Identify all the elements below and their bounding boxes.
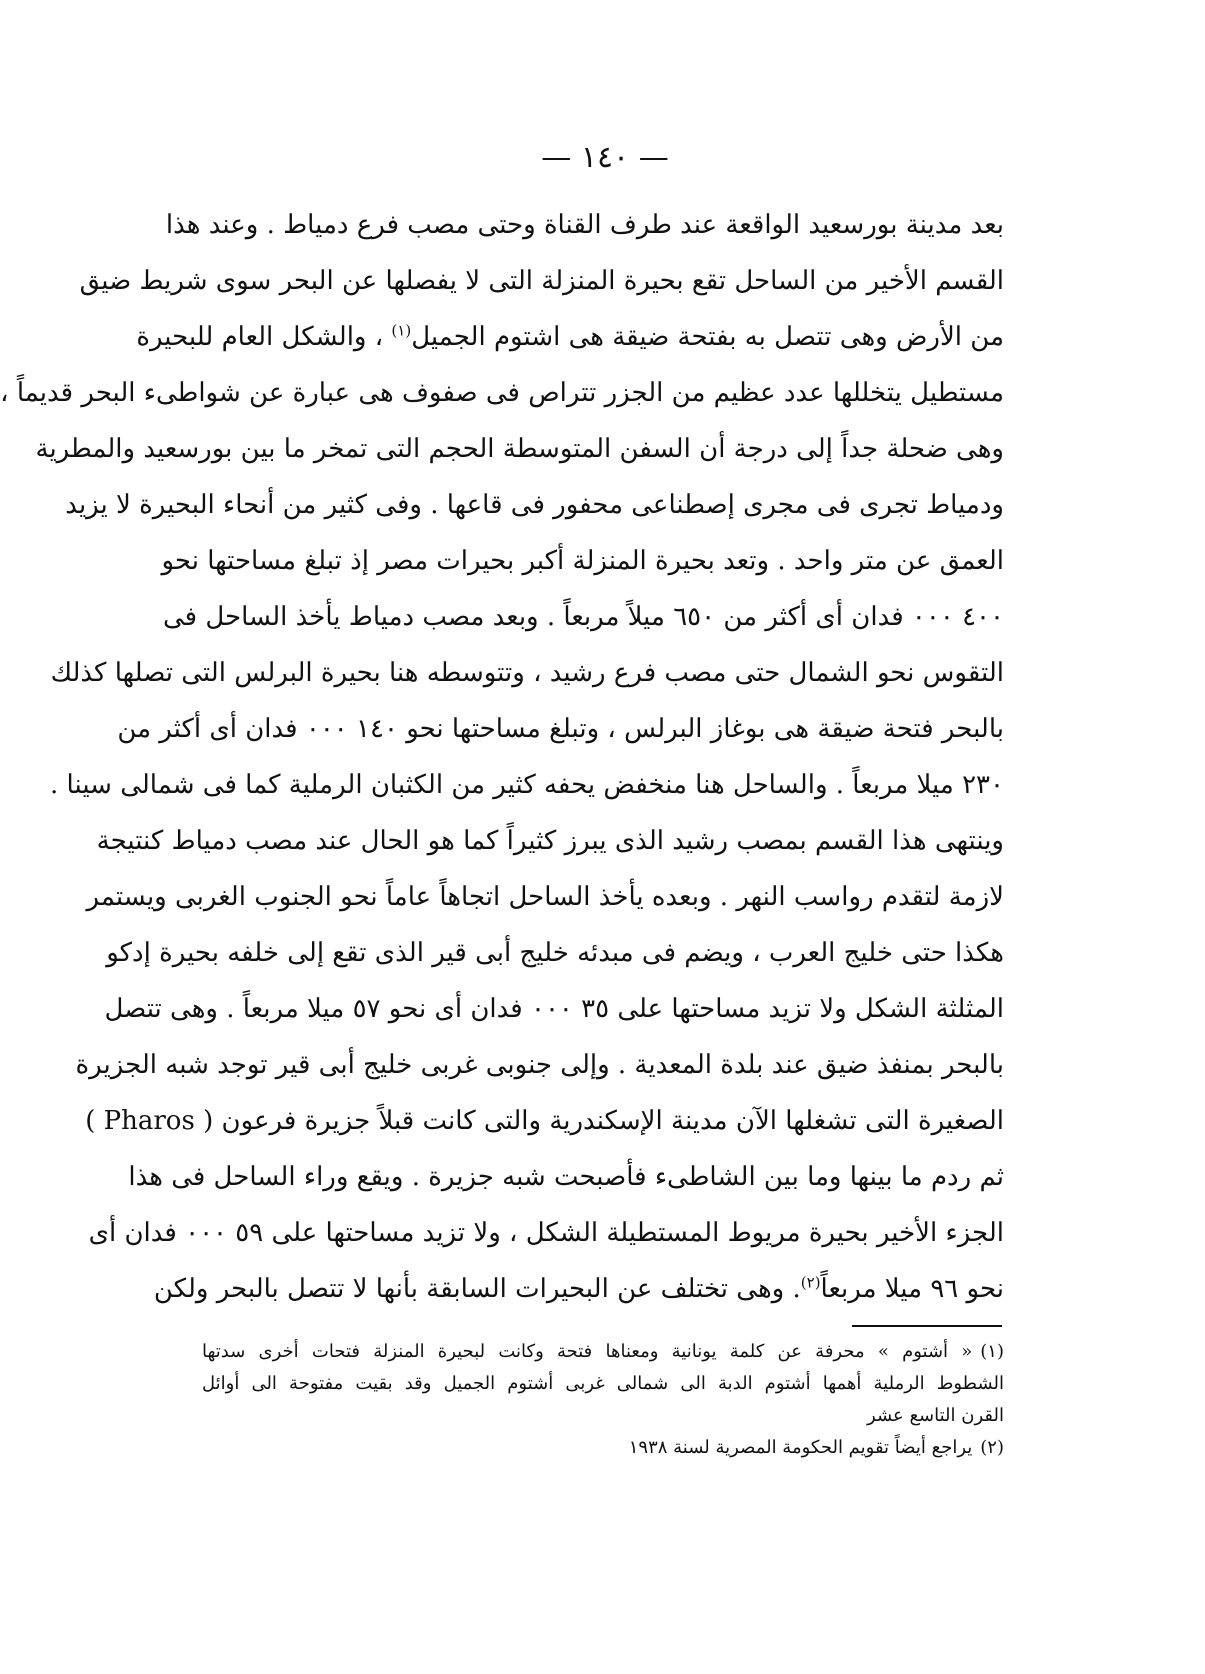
body-line-10: بالبحر فتحة ضيقة هى بوغاز البرلس ، وتبلغ مساحتها نحو ١٤٠ ٠٠٠ فدان أى أكثر من <box>117 714 1004 744</box>
body-text <box>0 197 1004 1317</box>
body-line-13: لازمة لتقدم رواسب النهر . وبعده يأخذ الساحل اتجاهاً عاماً نحو الجنوب الغربى ويستمر <box>86 882 1004 912</box>
body-line-4: مستطيل يتخللها عدد عظيم من الجزر تتراص فى صفوف هى عبارة عن شواطىء البحر قديماً ، <box>0 378 1004 408</box>
footnotes <box>202 1336 1004 1464</box>
pharos-latin-text: ( Pharos ) <box>85 1106 214 1136</box>
footnote-1-number: (١) <box>980 1341 1004 1362</box>
footnote-reference-1[interactable]: (١) <box>391 321 412 340</box>
body-line-8: ٤٠٠ ٠٠٠ فدان أى أكثر من ٦٥٠ ميلاً مربعاً . وبعد مصب دمياط يأخذ الساحل فى <box>162 602 1004 632</box>
body-line-19: الجزء الأخير بحيرة مريوط المستطيلة الشكل ، ولا تزيد مساحتها على ٥٩ ٠٠٠ فدان أى <box>88 1218 1004 1248</box>
body-line-3 <box>136 309 1004 365</box>
body-line-18: ثم ردم ما بينها وما بين الشاطىء فأصبحت شبه جزيرة . ويقع وراء الساحل فى هذا <box>128 1162 1004 1192</box>
page-number: — ١٤٠ — <box>541 140 669 175</box>
footnote-1-text-line-1: « أشتوم » محرفة عن كلمة يونانية ومعناها فتحة وكانت لبحيرة المنزلة فتحات أخرى سدتها <box>202 1341 973 1362</box>
body-line-17-arabic: الصغيرة التى تشغلها الآن مدينة الإسكندرية والتى كانت قبلاً جزيرة فرعون <box>221 1106 1004 1136</box>
body-line-20-before-note: نحو ٩٦ ميلا مربعاً <box>820 1274 1004 1304</box>
body-line-17 <box>85 1093 1004 1149</box>
body-line-3-after-note: ، والشكل العام للبحيرة <box>136 322 384 352</box>
body-line-12: وينتهى هذا القسم بمصب رشيد الذى يبرز كثيراً كما هو الحال عند مصب دمياط كنتيجة <box>96 826 1004 856</box>
footnote-2-number: (٢) <box>980 1437 1004 1458</box>
body-line-2: القسم الأخير من الساحل تقع بحيرة المنزلة التى لا يفصلها عن البحر سوى شريط ضيق <box>79 266 1004 296</box>
footnote-separator <box>852 1325 1002 1327</box>
footnote-1-line-3: القرن التاسع عشر <box>867 1405 1004 1426</box>
footnote-1-line-1 <box>202 1336 1004 1368</box>
body-line-11: ٢٣٠ ميلا مربعاً . والساحل هنا منخفض يحفه كثير من الكثبان الرملية كما فى شمالى سينا . <box>50 770 1004 800</box>
body-line-3-before-note: من الأرض وهى تتصل به بفتحة ضيقة هى اشتوم الجميل <box>411 322 1004 352</box>
body-line-20-after-note: . وهى تختلف عن البحيرات السابقة بأنها لا تتصل بالبحر ولكن <box>153 1274 801 1304</box>
body-line-15: المثلثة الشكل ولا تزيد مساحتها على ٣٥ ٠٠٠ فدان أى نحو ٥٧ ميلا مربعاً . وهى تتصل <box>104 994 1004 1024</box>
body-line-16: بالبحر بمنفذ ضيق عند بلدة المعدية . وإلى جنوبى غربى خليج أبى قير توجد شبه الجزيرة <box>75 1050 1004 1080</box>
footnote-2-line-1 <box>202 1432 1004 1464</box>
footnote-reference-2[interactable]: (٢) <box>800 1273 821 1292</box>
body-line-7: العمق عن متر واحد . وتعد بحيرة المنزلة أكبر بحيرات مصر إذ تبلغ مساحتها نحو <box>161 546 1004 576</box>
body-line-20 <box>153 1261 1004 1317</box>
body-line-1: بعد مدينة بورسعيد الواقعة عند طرف القناة وحتى مصب فرع دمياط . وعند هذا <box>165 210 1004 240</box>
body-line-9: التقوس نحو الشمال حتى مصب فرع رشيد ، وتتوسطه هنا بحيرة البرلس التى تصلها كذلك <box>50 658 1004 688</box>
body-line-14: هكذا حتى خليج العرب ، ويضم فى مبدئه خليج أبى قير الذى تقع إلى خلفه بحيرة إدكو <box>106 938 1004 968</box>
footnote-2-text-line-1: يراجع أيضاً تقويم الحكومة المصرية لسنة ١٩٣٨ <box>628 1437 973 1458</box>
body-line-5: وهى ضحلة جداً إلى درجة أن السفن المتوسطة الحجم التى تمخر ما بين بورسعيد والمطرية <box>35 434 1004 464</box>
body-line-6: ودمياط تجرى فى مجرى إصطناعى محفور فى قاعها . وفى كثير من أنحاء البحيرة لا يزيد <box>65 490 1004 520</box>
footnote-1-line-2: الشطوط الرملية أهمها أشتوم الدبة الى شمالى غربى أشتوم الجميل وقد بقيت مفتوحة الى أوائل <box>202 1373 1004 1394</box>
